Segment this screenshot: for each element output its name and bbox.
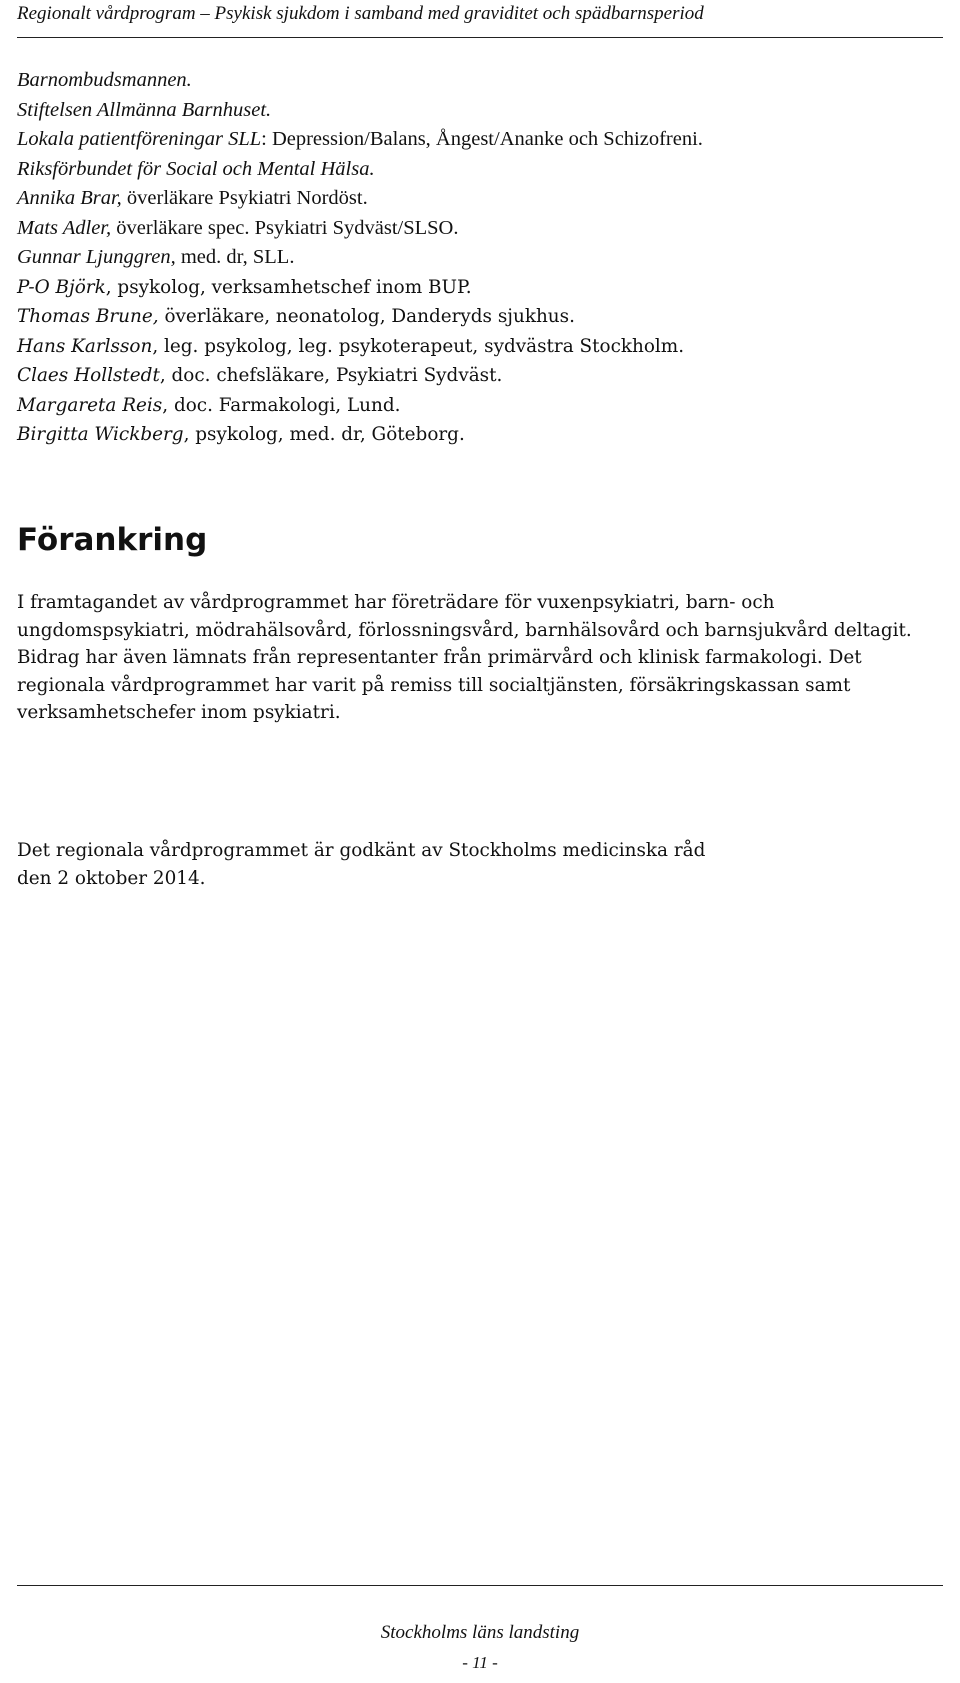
body-paragraph: I framtagandet av vårdprogrammet har företrädare för vuxenpsykiatri, barn- och ungdomspsykiatri, mödrahälsovård, förlossningsvård, barnhälsovård och barnsjukvård deltagit. Bidrag har även lämnats från representanter från primärvård och klinisk farmakologi. Det regionala vårdprogrammet har varit på remiss till socialtjänsten, försäkringskassan samt verksamhetschefer inom psykiatri. (17, 592, 912, 723)
list-item (17, 302, 947, 332)
contributor-name: Annika Brar, (17, 187, 122, 209)
contributor-role: : Depression/Balans, Ångest/Ananke och Schizofreni. (261, 128, 703, 150)
list-item (17, 66, 947, 96)
list-item (17, 273, 947, 303)
page-number: - 11 - (462, 1653, 498, 1672)
approval-line: Det regionala vårdprogrammet är godkänt av Stockholms medicinska råd (17, 840, 706, 861)
contributor-name: Stiftelsen Allmänna Barnhuset. (17, 98, 272, 121)
list-item (17, 125, 947, 155)
list-item (17, 184, 947, 214)
contributor-role: , psykolog, verksamhetschef inom BUP. (105, 276, 472, 298)
contributor-name: Gunnar Ljunggren, (17, 246, 176, 268)
list-item (17, 391, 947, 421)
list-item (17, 96, 947, 126)
contributor-role: med. dr, SLL. (175, 246, 295, 268)
contributor-role: överläkare, neonatolog, Danderyds sjukhus. (158, 306, 575, 327)
contributor-role: överläkare spec. Psykiatri Sydväst/SLSO. (111, 216, 459, 239)
contributor-name: Hans Karlsson (17, 335, 153, 357)
contributor-name: Riksförbundet för Social och Mental Hälsa. (17, 157, 375, 180)
contributor-role: överläkare Psykiatri Nordöst. (121, 187, 368, 209)
contributor-name: Claes Hollstedt (17, 365, 160, 386)
contributor-name: Barnombudsmannen. (17, 69, 192, 91)
list-item (17, 214, 947, 244)
list-item (17, 155, 947, 185)
header-title: Regionalt vårdprogram – Psykisk sjukdom i samband med graviditet och spädbarnsperiod (17, 3, 704, 24)
footer-divider (17, 1585, 943, 1586)
contributor-name: P-O Björk (17, 276, 106, 298)
contributor-role: , doc. chefsläkare, Psykiatri Sydväst. (159, 365, 503, 386)
contributor-name: Lokala patientföreningar SLL (17, 128, 262, 150)
contributor-role: , psykolog, med. dr, Göteborg. (183, 424, 465, 445)
contributor-role: , leg. psykolog, leg. psykoterapeut, sydvästra Stockholm. (152, 335, 685, 357)
contributor-name: Thomas Brune, (17, 306, 159, 327)
list-item (17, 420, 947, 450)
contributors-list (17, 66, 947, 450)
contributor-name: Margareta Reis (17, 394, 163, 416)
list-item (17, 243, 947, 273)
approval-statement (17, 837, 947, 893)
approval-date-line: den 2 oktober 2014. (17, 868, 206, 889)
section-heading: Förankring (17, 522, 208, 558)
contributor-name: Birgitta Wickberg (17, 424, 184, 445)
contributor-role: , doc. Farmakologi, Lund. (162, 394, 401, 416)
list-item (17, 332, 947, 362)
list-item (17, 361, 947, 391)
page-header (17, 0, 943, 38)
contributor-name: Mats Adler, (17, 216, 112, 239)
footer-organization: Stockholms läns landsting (380, 1622, 580, 1643)
